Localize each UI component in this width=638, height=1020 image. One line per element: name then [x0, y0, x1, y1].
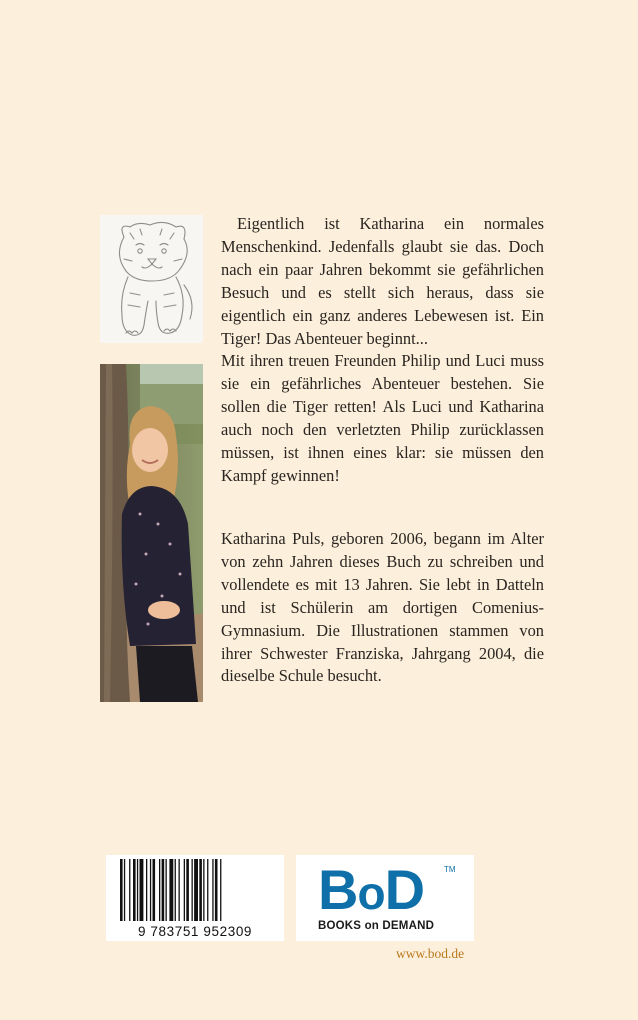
barcode-bar: [199, 859, 202, 921]
barcode-bar: [137, 859, 138, 921]
barcode-bar: [159, 859, 160, 921]
book-blurb: [221, 213, 544, 488]
barcode-bar: [120, 859, 123, 921]
tiger-cub-sketch: [100, 215, 203, 343]
author-bio: [221, 528, 544, 688]
barcode-bar: [169, 859, 173, 921]
author-photo: [100, 364, 203, 702]
author-portrait-image: [100, 364, 203, 702]
barcode-bar: [146, 859, 147, 921]
trademark-mark: TM: [444, 865, 456, 874]
tiger-illustration: [100, 215, 203, 343]
barcode-digits: 9 783751 952309: [137, 924, 253, 939]
publisher-logo: [296, 855, 474, 941]
barcode-bar: [192, 859, 193, 921]
publisher-website[interactable]: www.bod.de: [396, 946, 465, 961]
logo-letter-o: o: [357, 867, 385, 919]
publisher-tagline: BOOKS on DEMAND: [318, 920, 435, 932]
barcode-bar: [215, 859, 218, 921]
barcode-bar: [194, 859, 198, 921]
barcode-bar: [220, 859, 221, 921]
blurb-paragraph-2: Mit ihren treuen Freunden Philip und Luci muss sie ein gefährliches Abenteuer bestehen. Sie sollen die Tiger retten! Als Luci und Katharina auch noch den verletzten Philip zurücklassen müssen, ist ihnen eines klar: sie müssen den Kampf gewinnen!: [221, 351, 544, 485]
author-bio-text: Katharina Puls, geboren 2006, begann im Alter von zehn Jahren dieses Buch zu schreiben und vollendete es mit 13 Jahren. Sie lebt in Datteln und ist Schülerin am dortigen Comenius-Gymnasium. Die Illustrationen stammen von ihrer Schwester Franziska, Jahrgang 2004, die dieselbe Schule besucht.: [221, 529, 544, 686]
blurb-paragraph-1: Eigentlich ist Katharina ein normales Menschenkind. Jedenfalls glaubt sie das. Doch nach ein paar Jahren bekommt sie gefährlichen Besuch und es stellt sich heraus, dass sie eigentlich ein ganz anderes Lebewesen ist. Ein Tiger! Das Abenteuer beginnt...: [221, 214, 544, 348]
barcode-bar: [150, 859, 151, 921]
logo-letter-d: D: [384, 858, 425, 921]
barcode-bar: [207, 859, 208, 921]
barcode-bar: [175, 859, 176, 921]
logo-letter-b: B: [318, 858, 358, 921]
barcode-bar: [129, 859, 130, 921]
barcode-bar: [140, 859, 144, 921]
bod-logo-text: [318, 859, 424, 924]
barcode-bars: [106, 855, 284, 925]
barcode-bar: [186, 859, 189, 921]
barcode-bar: [124, 859, 125, 921]
barcode-bar: [184, 859, 185, 921]
barcode-bar: [166, 859, 167, 921]
isbn-barcode: [106, 855, 284, 941]
barcode-bar: [162, 859, 165, 921]
barcode-bar: [212, 859, 213, 921]
barcode-bar: [203, 859, 204, 921]
barcode-bar: [133, 859, 136, 921]
barcode-bar: [179, 859, 180, 921]
barcode-bar: [153, 859, 156, 921]
